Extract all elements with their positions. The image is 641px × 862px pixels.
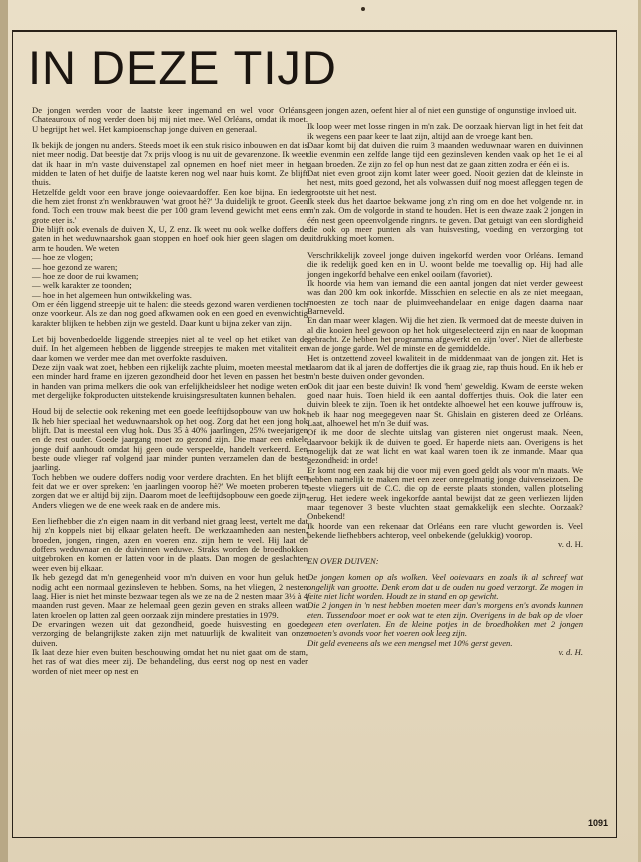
paragraph: Ik heb gezegd dat m'n genegenheid voor m'n duiven en voor hun geluk het nodig acht een normaal gezinsleven te hebben. Soms, na het vliegen, 2 nesten laag. Hier is niet het minste bezwaar tegen als we ze na de 2 nesten maar 3½ à 4 maanden rust geven. Maar ze helemaal geen gezin geven en straks alleen wat laten kroelen op latten zal geen oorzaak zijn mindere prestaties in 1979. xyxy=(32,572,308,620)
paragraph: Ik laat deze hier even buiten beschouwing omdat het nu niet gaat om de stam, het ras of wat dies meer zij. De behandeling, dus eerst nog op nest en vader worden of niet meer op nest en xyxy=(32,646,308,676)
paragraph: Om er één liggend streepje uit te halen: die steeds gezond waren verdienen toch onze voorkeur. Als ze dan nog goed afkwamen ook en een goed en evenwichtig karakter blijken te hebben zijn we gesteld. Daar kunt u bijna zeker van zijn. xyxy=(32,298,308,328)
paragraph: Let bij bovenbedoelde liggende streepjes niet al te veel op het etiket van de duif. In het algemeen hebben de liggende streepjes te maken met vitaliteit en daar komen we verder mee dan met overfokte rasduiven. xyxy=(32,333,308,363)
author-signature: v. d. H. xyxy=(558,539,583,550)
paragraph: De jongen werden voor de laatste keer ingemand en wel voor Orléans. Chateauroux of nog verder doen bij mij niet mee. Wel Orléans, omdat ik moet. U begrijpt het wel. Het kampioenschap jonge duiven en generaal. xyxy=(32,105,308,134)
paragraph: Die blijft ook evenals de duiven X, U, Z enz. Ik weet nu ook welke doffers de gaten in het weduwnaarshok gaan stoppen en hoef ook hier geen slagen om de arm te houden. We weten xyxy=(32,224,308,253)
paragraph: Ik steek dus het daartoe bekwame jong z'n ring om en doe het volgende nr. in m'n zak. Om de volgorde in stand te houden. Het is een dwaze zaak 2 jongen in één nest geen opeenvolgende ringnrs. te geven. Dat getuigt van een slordigheid die ook op meer punten als van huisvesting, voeding en verzorging tot uitdrukking moet komen. xyxy=(307,196,583,244)
paragraph: Ik loop weer met losse ringen in m'n zak. De oorzaak hiervan ligt in het feit dat ik wegens een paar keer te laat zijn, altijd aan de vroege kant ben. xyxy=(307,121,583,141)
paragraph: Daar komt bij dat duiven die ruim 3 maanden weduwnaar waren en duivinnen die evenmin een zelfde lange tijd een gezinsleven kenden vaak op het 1e ei al gaan broeden. Ze zijn zo fel op hun nest dat ze gaan zitten zodra er één ei is. xyxy=(307,140,583,169)
page-number: 1091 xyxy=(588,818,609,828)
binding-edge xyxy=(0,0,8,862)
paragraph: Houd bij de selectie ook rekening met een goede leeftijdsopbouw van uw hok. Ik heb hier speciaal het weduwnaarshok op het oog. Zorg dat het een jong hok blijft. Dat is meestal een vlug hok. Dus 35 à 40% jaarlingen, 25% tweejarigen en de rest ouder. Goede jaargang moet zo gezond zijn. Die maar een enkele jonge duif aanhoudt omdat hij geen oude verspeelde, handelt verkeerd. Een beste oude vlieger raf volgend jaar minder punten verzamelen dan de beste jaarling. xyxy=(32,406,308,473)
list-item: — hoe ze door de rui kwamen; xyxy=(32,272,308,281)
paragraph: Hetzelfde geldt voor een brave jonge ooievaardoffer. Een koe bijna. En ieder die hem ziet fronst z'n wenkbrauwen 'wat groot hè?' 'Ja duidelijk te groot. Geen fond. Toch een trouw mak beest die per 100 gram levend gewicht met eens en grote eter is.' xyxy=(32,186,308,225)
paragraph: geen jongen azen, oefent hier al of niet een gunstige of ongunstige invloed uit. xyxy=(307,105,577,115)
paragraph: Ik hoorde via hem van iemand die een aantal jongen dat niet verder geweest was dan 200 km ook inkorfde. Misschien en selectie en als ze niet meegaan, moesten ze toch naar de pluimveehandelaar en enige dagen daarna naar Barneveld. xyxy=(307,277,583,316)
left-column xyxy=(32,106,308,831)
paragraph: Of ik me door de slechte uitslag van gisteren niet ongerust maak. Neen, daarvoor bekijk ik de duiven te goed. Er haperde niets aan. Overigens is het mogelijk dat ze wat licht en wat kaal waren toen ik ze inmande. Maar qua gezondheid: in orde! xyxy=(307,427,583,466)
paragraph: De ervaringen wezen uit dat gezondheid, goede huisvesting en goede verzorging de belangrijkste zaken zijn met natuurlijk de kwaliteit van onze duiven. xyxy=(32,618,308,648)
paragraph: Ik hoorde van een rekenaar dat Orléans een rare vlucht geworden is. Veel bekende liefhebbers achterop, veel onbekende (gelukkig) voorop. xyxy=(307,520,583,541)
list-item: — hoe in het algemeen hun ontwikkeling was. xyxy=(32,291,308,300)
paragraph: En dan maar weer klagen. Wij die het zien. Ik vermoed dat de meeste duiven in al die kooien heel gewoon op het hok uitgeselecteerd zijn en naar de koopman gebracht. Ze hebben het programma afgewerkt en zijn 'over'. Niet de allerbeste van de jonge garde. Wel de minste en de gemiddelde. xyxy=(307,315,583,354)
paragraph: Verschrikkelijk zoveel jonge duiven ingekorfd werden voor Orléans. Iemand die ik redelijk goed ken en in U. woont belde me toevallig op. Hij had alle jongen ingekorfd behalve een enkel ooilam (favoriet). xyxy=(307,249,583,279)
frame-top-rule xyxy=(12,30,617,32)
list-item: — welk karakter ze toonden; xyxy=(32,281,308,290)
paragraph: Er komt nog een zaak bij die voor mij even goed geldt als voor m'n maats. We hebben namelijk te maken met een zeer onregelmatig jonge duivenseizoen. De beste vliegers uit de C.C. die op de eerste plaats stonden, vallen plotseling terug. Het iedere week ingekorfde aantal bewijst dat ze geen verliezen lijden maar tegenover 3 beste vluchten staat gemakkelijk een slechte. Oorzaak? Onbekend! xyxy=(307,464,583,522)
paragraph: Ik bekijk de jongen nu anders. Steeds moet ik een stuk risico inbouwen en dat is niet meer nodig. Dat beestje dat 7x prijs vloog is nu uit de gevarenzone. Ik weet dat ik haar in m'n vaste duivenstapel zal opnemen en hoef niet meer in het midden te laten of het duifje de laatste keren nog wel naar huis komt. Ze blijft thuis. xyxy=(32,140,308,188)
list-item: — hoe gezond ze waren; xyxy=(32,263,308,272)
author-signature-2: v. d. H. xyxy=(558,646,583,657)
criteria-list xyxy=(32,253,308,300)
paragraph: Het is ontzettend zoveel kwaliteit in de middenmaat van de jongen zit. Het is daarom dat ik al jaren de doffertjes die ik graag zie, rap thuis houd. En ik heb er m'n beste duiven onder gevonden. xyxy=(307,352,583,382)
paragraph: Deze zijn vaak wat zoet, hebben een rijkelijk zachte pluim, moeten meestal met een minder hard frame en ijzeren gezondheid door het leven en passen het best in handen van prima melkers die ook van erfelijkheidsleer het nodige weten en met dergelijke fokproducten uitstekende kruisingsresultaten kunnen behalen. xyxy=(32,361,308,400)
section-heading: EN OVER DUIVEN: xyxy=(307,555,379,566)
paragraph: Dat niet even groot zijn komt later weer goed. Nooit gezien dat de kleinste in het nest, mits goed gezond, het als volwassen duif nog moest afleggen tegen de grootste uit het nest. xyxy=(307,168,583,197)
italic-paragraph: Dit geld eveneens als we een mengsel met 10% gerst geven. xyxy=(307,637,513,648)
paragraph: Een liefhebber die z'n eigen naam in dit verband niet graag leest, vertelt me dat hij z'n koppels niet bij elkaar gelaten heeft. De werkzaamheden aan nesten, broeden, jongen, ringen, azen en voeren enz. zijn hem te veel. Hij laat de doffers weduwnaar en de duivinnen weduwe. Straks worden de broedhokken uitgebroken en komen er latten voor in de plaats. Dan mogen de geslachten weer even bij elkaar. xyxy=(32,516,308,573)
paragraph: Toch hebben we oudere doffers nodig voor verdere drachten. En het blijft een feit dat we er over spreken: 'en jaarlingen voorop hè?' We moeten proberen te zorgen dat we er altijd bij zijn. Daarom moet de leeftijdsopbouw een goede zijn. Anders vliegen we de ene week raak en de andere mis. xyxy=(32,471,308,510)
paragraph: Ook dit jaar een beste duivin! Ik vond 'hem' geweldig. Kwam de eerste weken goed naar huis. Toen hield ik een aantal doffertjes thuis. Ook die later een duivin bleek te zijn. Toen ik het ontdekte alhoewel het een kouwe juffrouw is, heb ik haar nog meegegeven naar St. Ghislain en gisteren deed ze Orléans. Laat, alhoewel het m'n 3e duif was. xyxy=(307,380,583,428)
right-column xyxy=(307,106,583,826)
article-title: IN DEZE TIJD xyxy=(28,41,337,94)
italic-paragraph: De jongen komen op als wolken. Veel ooievaars en zoals ik al schreef wat ongelijk van grootte. Denk erom dat u de ouden nu goed verzorgt. Ze mogen in feite niet licht worden. Houdt ze in stand en op gewicht. xyxy=(307,572,583,601)
print-mark xyxy=(361,7,365,11)
italic-paragraph: Die 2 jongen in 'n nest hebben moeten meer dan's morgens en's avonds kunnen eten. Tussendoor moet er ook wat te eten zijn. Overigens in de bak op de vloer geen eten overlaten. En de kleine potjes in de broedhokken met 2 jongen moeten's avonds voor het voeren ook leeg zijn. xyxy=(307,600,583,639)
list-item: — hoe ze vlogen; xyxy=(32,253,308,262)
